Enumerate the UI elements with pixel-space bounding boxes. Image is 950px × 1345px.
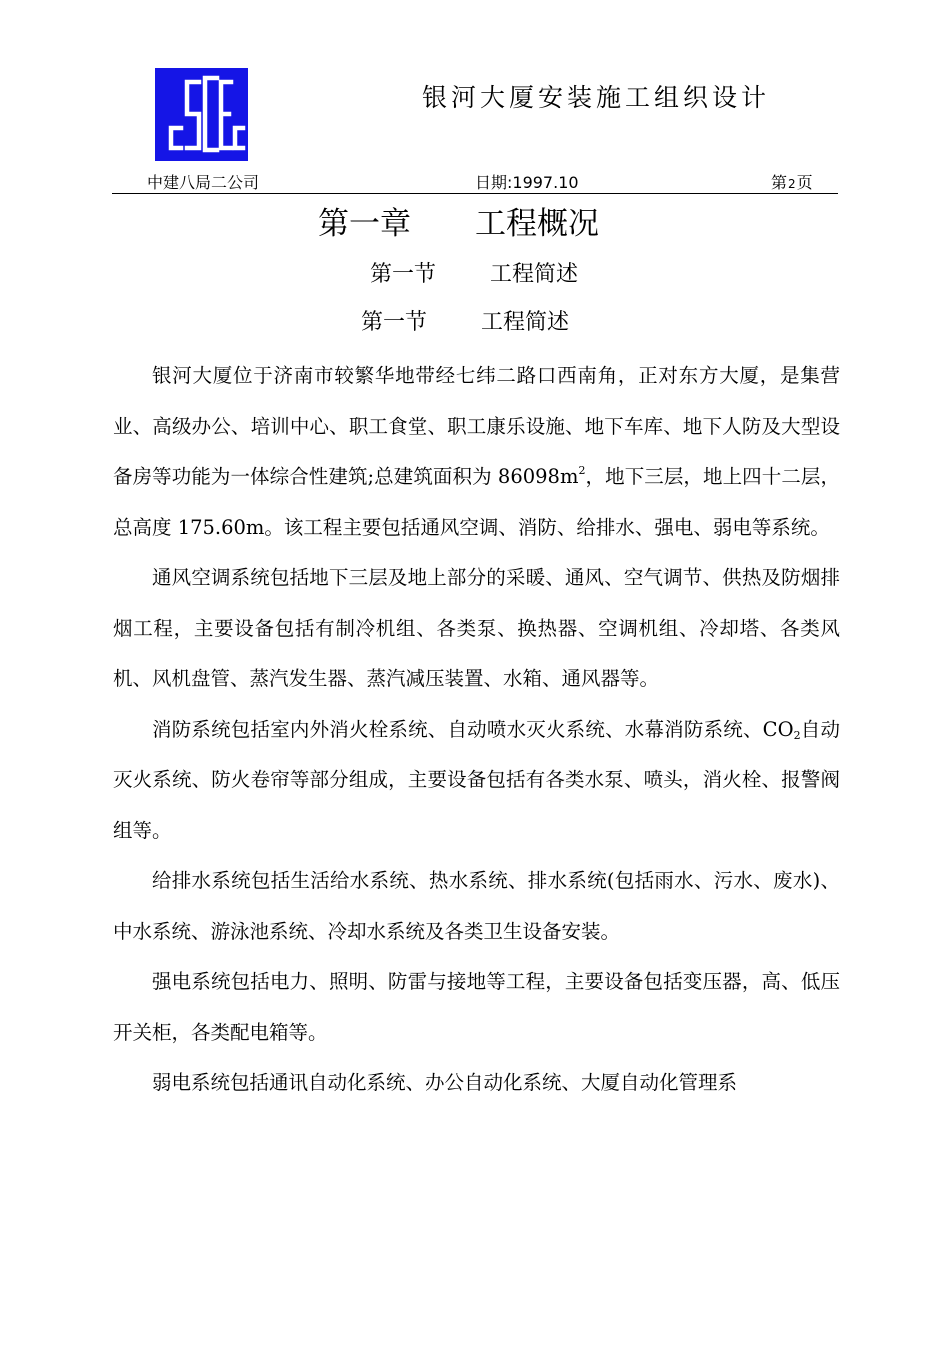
page-prefix: 第 [771, 173, 788, 192]
section-number: 第一节 [370, 262, 437, 287]
section-number: 第一节 [361, 310, 428, 335]
paragraph-overview: 银河大厦位于济南市较繁华地带经七纬二路口西南角，正对东方大厦，是集营业、高级办公、培训中心、职工食堂、职工康乐设施、地下车库、地下人防及大型设备房等功能为一体综合性建筑;总建筑面积为 $86098m^2$，地下三层，地上四十二层，总高度 175.60m。该工程主要包括通风空调、消防、给排水、强电、弱电等系统。 [113, 364, 840, 539]
co2-subscript: 2 [793, 728, 801, 742]
paragraph-plumbing: 给排水系统包括生活给水系统、热水系统、排水系统(包括雨水、污水、废水)、中水系统、游泳池系统、冷却水系统及各类卫生设备安装。 [113, 869, 840, 943]
chapter-number: 第一章 [318, 206, 411, 242]
chapter-title: 工程概况 [475, 206, 599, 242]
paragraph-power: 强电系统包括电力、照明、防雷与接地等工程，主要设备包括变压器，高、低压开关柜，各类配电箱等。 [113, 970, 840, 1044]
body-text [113, 351, 840, 1109]
document-title: 银河大厦安装施工组织设计 [422, 83, 771, 112]
section-heading [370, 257, 578, 288]
company-name: 中建八局二公司 [147, 173, 260, 192]
paragraph-hvac: 通风空调系统包括地下三层及地上部分的采暖、通风、空气调节、供热及防烟排烟工程，主要设备包括有制冷机组、各类泵、换热器、空调机组、冷却塔、各类风机、风机盘管、蒸汽发生器、蒸汽减压装置、水箱、通风器等。 [113, 566, 840, 690]
header-divider [112, 193, 838, 194]
document-date: 日期:1997.10 [475, 173, 579, 192]
paragraph-fire-protection: 消防系统包括室内外消火栓系统、自动喷水灭火系统、水幕消防系统、$CO_2$自动灭火系统、防火卷帘等部分组成，主要设备包括有各类水泵、喷头，消火栓、报警阀组等。 [113, 717, 840, 842]
cscec-logo-graphic [155, 68, 248, 161]
section-heading-repeat [361, 305, 569, 336]
section-title: 工程简述 [481, 310, 570, 335]
page-number: 2 [788, 177, 796, 191]
area-unit-superscript: 2 [578, 464, 586, 477]
chapter-heading [318, 198, 599, 243]
page-indicator [771, 170, 813, 193]
company-logo [155, 68, 248, 161]
section-title: 工程简述 [490, 262, 579, 287]
paragraph-low-voltage: 弱电系统包括通讯自动化系统、办公自动化系统、大厦自动化管理系 [152, 1071, 738, 1094]
page-suffix: 页 [796, 173, 813, 192]
